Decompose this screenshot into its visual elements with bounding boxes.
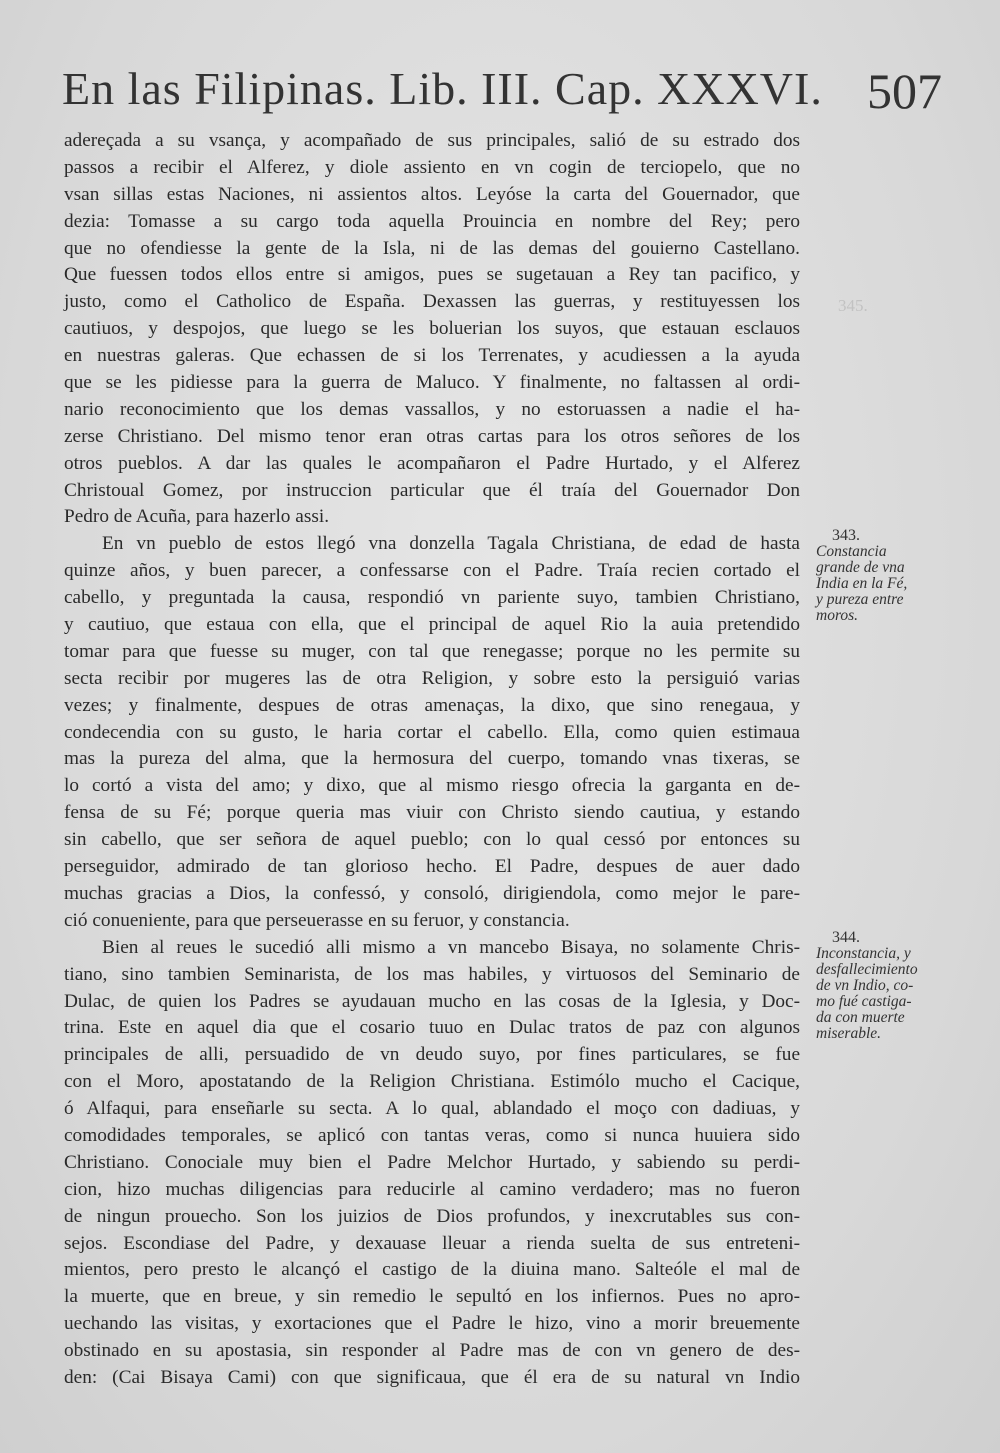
text-line: quinze años, y buen parecer, a confessarse con el Padre. Traía recien cortado el (64, 560, 800, 582)
margin-note-line: de vn Indio, co- (816, 977, 914, 994)
text-line: cion, hizo muchas diligencias para reducirle al camino verdadero; mas no fueron (64, 1178, 800, 1200)
text-line: Christiano. Conociale muy bien el Padre Melchor Hurtado, y sabiendo su perdi- (64, 1151, 800, 1173)
text-line: obstinado en su apostasia, sin responder al Padre mas de con vn genero de des- (64, 1340, 800, 1362)
margin-note-line: miserable. (816, 1025, 882, 1042)
margin-note-343 (816, 528, 956, 624)
text-line: mientos, pero presto le alcançó el castigo de la diuina mano. Salteóle el mal de (64, 1259, 800, 1281)
text-line: sin cabello, que ser señora de aquel pueblo; con lo qual cessó por entonces su (64, 829, 800, 851)
text-line: zerse Christiano. Del mismo tenor eran otras cartas para los otros señores de los (64, 425, 800, 447)
margin-note-line: desfallecimiento (816, 961, 918, 978)
margin-note-number: 343. (832, 527, 860, 544)
text-line: passos a recibir el Alferez, y diole assiento en vn cogin de terciopelo, que no (64, 156, 800, 178)
text-line: Pedro de Acuña, para hazerlo assi. (64, 506, 330, 528)
text-line: que se les pidiesse para la guerra de Maluco. Y finalmente, no faltassen al ordi- (64, 372, 800, 394)
text-line: adereçada a su vsança, y acompañado de sus principales, salió de su estrado dos (64, 130, 800, 151)
text-line: Christoual Gomez, por instruccion particular que él traía del Gouernador Don (64, 479, 800, 501)
text-line: la muerte, que en breue, y sin remedio le sepultó en los infiernos. Pues no apro- (64, 1286, 800, 1308)
text-line: muchas gracias a Dios, la confessó, y consoló, dirigiendola, como mejor le pare- (64, 882, 800, 904)
text-line: vsan sillas estas Naciones, ni assientos altos. Leyóse la carta del Gouernador, que (64, 183, 800, 205)
text-line: en nuestras galeras. Que echassen de si los Terrenates, y acudiessen a la ayuda (64, 345, 800, 367)
text-line: ó Alfaqui, para enseñarle su secta. A lo qual, ablandado el moço con dadiuas, y (64, 1098, 800, 1120)
text-line: uechando las visitas, y exortaciones que el Padre le hizo, vino a morir breuemente (64, 1313, 800, 1335)
margin-note-line: India en la Fé, (816, 575, 908, 592)
margin-note-line: y pureza entre (816, 591, 904, 608)
margin-note-line: Inconstancia, y (816, 945, 911, 962)
text-line: ció conueniente, para que perseuerasse en su feruor, y constancia. (64, 909, 570, 931)
text-line: secta recibir por mugeres las de otra Religion, y sobre esto la persiguió varias (64, 667, 800, 689)
text-line: En vn pueblo de estos llegó vna donzella Tagala Christiana, de edad de hasta (102, 533, 800, 555)
page-number: 507 (867, 63, 942, 119)
faint-margin-mark: 345. (838, 296, 868, 315)
text-line: fensa de su Fé; porque queria mas viuir con Christo siendo cautiua, y estando (64, 802, 800, 824)
text-line: de ningun prouecho. Son los juizios de Dios profundos, y inexcrutables sus con- (64, 1205, 800, 1227)
margin-note-line: moros. (816, 607, 859, 624)
text-line: que no ofendiesse la gente de la Isla, ni de las demas del gouierno Castellano. (64, 237, 800, 259)
text-line: den: (Cai Bisaya Cami) con que significaua, que él era de su natural vn Indio (64, 1366, 800, 1388)
margin-note-344 (816, 930, 956, 1042)
text-line: sejos. Escondiase del Padre, y dexauase lleuar a rienda suelta de sus entreteni- (64, 1232, 800, 1254)
text-line: trina. Este en aquel dia que el cosario tuuo en Dulac tratos de paz con algunos (64, 1017, 800, 1039)
text-line: dezia: Tomasse a su cargo toda aquella Prouincia en nombre del Rey; pero (64, 210, 800, 232)
text-line: comodidades temporales, se aplicó con tantas veras, como si nunca huuiera sido (64, 1124, 800, 1146)
text-line: Bien al reues le sucedió alli mismo a vn mancebo Bisaya, no solamente Chris- (102, 936, 800, 958)
text-line: Que fuessen todos ellos entre si amigos, pues se sugetauan a Rey tan pacifico, y (64, 264, 800, 286)
text-line: y cautiuo, que estaua con ella, que el principal de aquel Rio la auia pretendido (64, 614, 800, 636)
text-line: tiano, sino tambien Seminarista, de los mas habiles, y virtuosos del Seminario de (64, 963, 800, 985)
text-line: mas la pureza del alma, que la hermosura del cuerpo, tomando vnas tixeras, se (64, 748, 800, 770)
text-line: condecendia con su gusto, le haria cortar el cabello. Ella, como quien estimaua (64, 721, 800, 743)
text-line: principales de alli, persuadido de vn deudo suyo, por fines particulares, se fue (64, 1044, 800, 1066)
margin-note-line: mo fué castiga- (816, 993, 912, 1010)
text-line: justo, como el Catholico de España. Dexassen las guerras, y restituyessen los (64, 291, 800, 313)
text-line: Dulac, de quien los Padres se ayudauan mucho en las cosas de la Iglesia, y Doc- (64, 990, 800, 1012)
margin-note-line: grande de vna (816, 559, 905, 576)
text-line: vezes; y finalmente, despues de otras amenaças, la dixo, que sino renegaua, y (64, 694, 800, 716)
margin-note-line: da con muerte (816, 1009, 905, 1026)
body-text (64, 128, 800, 1392)
text-line: perseguidor, admirado de tan glorioso hecho. El Padre, despues de auer dado (64, 856, 800, 878)
text-line: otros pueblos. A dar las quales le acompañaron el Padre Hurtado, y el Alferez (64, 452, 800, 474)
text-line: tomar para que fuesse su muger, con tal que renegasse; porque no les permite su (64, 640, 800, 662)
text-line: lo cortó a vista del amo; y dixo, que al mismo riesgo ofrecia la garganta en de- (64, 775, 800, 797)
text-line: con el Moro, apostatando de la Religion Christiana. Estimólo mucho el Cacique, (64, 1071, 800, 1093)
text-line: cautiuos, y despojos, que luego se les boluerian los suyos, que estauan esclauos (64, 318, 800, 340)
text-line: nario reconocimiento que los demas vassallos, y no estoruassen a nadie el ha- (64, 398, 800, 420)
running-head-title: En las Filipinas. Lib. III. Cap. XXXVI. (62, 63, 823, 114)
running-head (62, 62, 942, 132)
text-line: cabello, y preguntada la causa, respondió vn pariente suyo, tambien Christiano, (64, 587, 800, 609)
margin-note-number: 344. (832, 929, 860, 946)
margin-note-line: Constancia (816, 543, 887, 560)
